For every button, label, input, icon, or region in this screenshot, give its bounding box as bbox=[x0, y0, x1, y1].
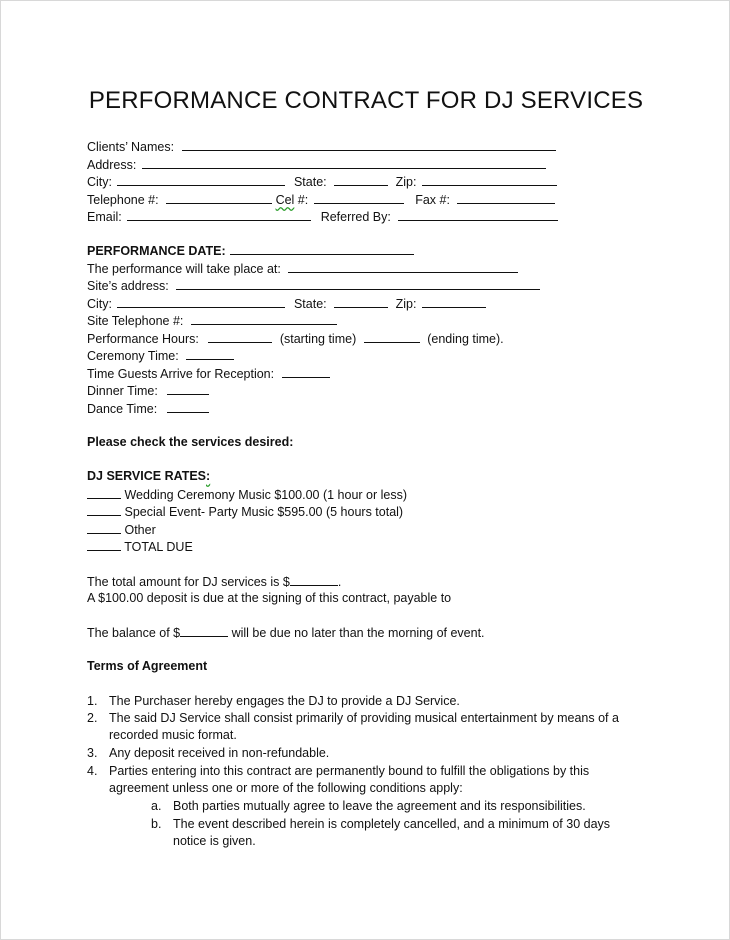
total-amount-field[interactable] bbox=[290, 573, 338, 586]
cel-field[interactable] bbox=[314, 191, 404, 204]
performance-place-label: The performance will take place at: bbox=[87, 262, 281, 276]
ceremony-time-label: Ceremony Time: bbox=[87, 349, 179, 363]
service-label-total-due: TOTAL DUE bbox=[124, 540, 193, 554]
dance-time-row bbox=[87, 400, 209, 417]
total-amount-label: The total amount for DJ services is $ bbox=[87, 575, 290, 589]
clients-names-field[interactable] bbox=[182, 138, 556, 151]
guests-arrive-label: Time Guests Arrive for Reception: bbox=[87, 367, 275, 381]
zip-label: Zip: bbox=[395, 175, 417, 189]
subterm-number: b. bbox=[151, 817, 162, 831]
state-field[interactable] bbox=[334, 173, 388, 186]
telephone-row bbox=[87, 191, 555, 208]
service-rates-label: DJ SERVICE RATES bbox=[87, 469, 207, 483]
dance-time-label: Dance Time: bbox=[87, 402, 158, 416]
telephone-field[interactable] bbox=[166, 191, 272, 204]
terms-heading: Terms of Agreement bbox=[87, 659, 208, 673]
guests-arrive-field[interactable] bbox=[282, 365, 330, 378]
term-number: 4. bbox=[87, 764, 98, 778]
term-text: The said DJ Service shall consist primarily of providing musical entertainment by means of a recorded music format. bbox=[109, 711, 619, 742]
clients-names-label: Clients’ Names: bbox=[87, 140, 175, 154]
referred-label: Referred By: bbox=[320, 210, 391, 224]
site-state-field[interactable] bbox=[334, 295, 388, 308]
total-amount-suffix: . bbox=[337, 575, 342, 589]
email-label: Email: bbox=[87, 210, 122, 224]
site-telephone-label: Site Telephone #: bbox=[87, 314, 184, 328]
performance-place-row bbox=[87, 260, 518, 277]
performance-date-label: PERFORMANCE DATE: bbox=[87, 244, 226, 258]
performance-hours-row bbox=[87, 330, 504, 347]
site-telephone-row bbox=[87, 312, 337, 329]
page-title: PERFORMANCE CONTRACT FOR DJ SERVICES bbox=[88, 87, 644, 114]
service-label-wedding: Wedding Ceremony Music $100.00 (1 hour or less) bbox=[124, 488, 408, 502]
email-field[interactable] bbox=[127, 208, 311, 221]
referred-field[interactable] bbox=[398, 208, 558, 221]
term-number: 3. bbox=[87, 746, 98, 760]
dance-time-field[interactable] bbox=[167, 400, 209, 413]
guests-arrive-row bbox=[87, 365, 330, 382]
ending-time-label: (ending time). bbox=[427, 332, 504, 346]
cel-label-suffix: #: bbox=[294, 193, 309, 207]
dinner-time-label: Dinner Time: bbox=[87, 384, 158, 398]
telephone-label: Telephone #: bbox=[87, 193, 159, 207]
balance-row bbox=[87, 624, 485, 641]
service-check-special-event[interactable] bbox=[87, 503, 121, 516]
address-label: Address: bbox=[87, 158, 137, 172]
site-zip-label: Zip: bbox=[395, 297, 417, 311]
performance-hours-label: Performance Hours: bbox=[87, 332, 199, 346]
service-check-wedding[interactable] bbox=[87, 486, 121, 499]
subterm-text: Both parties mutually agree to leave the agreement and its responsibilities. bbox=[173, 799, 586, 813]
subterm-number: a. bbox=[151, 799, 162, 813]
site-city-field[interactable] bbox=[117, 295, 285, 308]
ending-time-field[interactable] bbox=[364, 330, 420, 343]
starting-time-field[interactable] bbox=[208, 330, 272, 343]
service-label-other: Other bbox=[124, 523, 156, 537]
ceremony-time-field[interactable] bbox=[186, 347, 234, 360]
services-check-heading: Please check the services desired: bbox=[87, 435, 294, 449]
site-address-field[interactable] bbox=[176, 277, 540, 290]
service-rates-heading bbox=[87, 468, 210, 484]
site-zip-field[interactable] bbox=[422, 295, 486, 308]
address-field[interactable] bbox=[142, 156, 546, 169]
performance-date-field[interactable] bbox=[230, 242, 414, 255]
service-check-other[interactable] bbox=[87, 521, 121, 534]
dinner-time-row bbox=[87, 382, 209, 399]
zip-field[interactable] bbox=[422, 173, 557, 186]
address-row bbox=[87, 156, 546, 173]
term-text: The Purchaser hereby engages the DJ to provide a DJ Service. bbox=[109, 694, 460, 708]
service-option-special-event bbox=[87, 503, 403, 520]
site-city-row bbox=[87, 295, 486, 312]
service-label-special-event: Special Event- Party Music $595.00 (5 hours total) bbox=[124, 505, 404, 519]
service-option-other bbox=[87, 521, 156, 538]
balance-label: The balance of $ bbox=[87, 626, 181, 640]
city-field[interactable] bbox=[117, 173, 285, 186]
fax-label: Fax #: bbox=[415, 193, 450, 207]
subterm-text: The event described herein is completely cancelled, and a minimum of 30 days notice is given. bbox=[173, 817, 611, 848]
site-address-row bbox=[87, 277, 540, 294]
total-amount-row bbox=[87, 573, 341, 590]
performance-date-row bbox=[87, 242, 414, 259]
balance-field[interactable] bbox=[180, 624, 228, 637]
performance-place-field[interactable] bbox=[288, 260, 518, 273]
state-label: State: bbox=[293, 175, 327, 189]
service-rates-colon: : bbox=[206, 469, 211, 483]
service-field-total-due[interactable] bbox=[87, 538, 121, 551]
dinner-time-field[interactable] bbox=[167, 382, 209, 395]
term-text: Parties entering into this contract are permanently bound to fulfill the obligations by this agreement unless one or more of the following conditions apply: bbox=[109, 764, 590, 795]
city-row bbox=[87, 173, 557, 190]
balance-suffix: will be due no later than the morning of event. bbox=[228, 626, 485, 640]
site-city-label: City: bbox=[87, 297, 112, 311]
service-option-wedding bbox=[87, 486, 407, 503]
fax-field[interactable] bbox=[457, 191, 555, 204]
deposit-text: A $100.00 deposit is due at the signing of this contract, payable to bbox=[87, 591, 452, 605]
cel-label: Cel bbox=[275, 193, 295, 207]
term-number: 2. bbox=[87, 711, 98, 725]
ceremony-time-row bbox=[87, 347, 234, 364]
service-option-total-due bbox=[87, 538, 193, 555]
site-telephone-field[interactable] bbox=[191, 312, 337, 325]
site-state-label: State: bbox=[293, 297, 327, 311]
email-row bbox=[87, 208, 558, 225]
starting-time-label: (starting time) bbox=[279, 332, 357, 346]
term-text: Any deposit received in non-refundable. bbox=[109, 746, 330, 760]
site-address-label: Site’s address: bbox=[87, 279, 169, 293]
city-label: City: bbox=[87, 175, 112, 189]
term-number: 1. bbox=[87, 694, 98, 708]
clients-names-row bbox=[87, 138, 556, 155]
